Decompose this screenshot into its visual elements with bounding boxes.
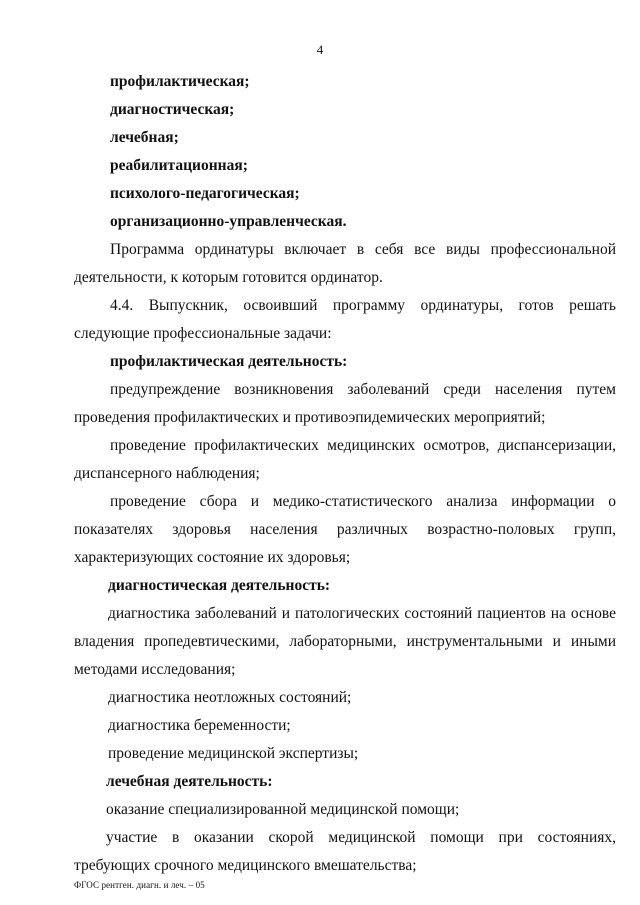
- diagnostic-item: диагностика беременности;: [108, 717, 291, 734]
- preventive-item: проведение профилактических медицинских осмотров, диспансеризации, диспансерного наблюдения;: [74, 437, 616, 482]
- activity-type: организационно-управленческая.: [110, 213, 347, 230]
- diagnostic-item: диагностика заболеваний и патологических состояний пациентов на основе владения пропедевтическими, лабораторными, инструментальными и иными методами исследования;: [74, 605, 616, 678]
- diagnostic-heading: диагностическая деятельность:: [108, 577, 331, 594]
- preventive-heading: профилактическая деятельность:: [110, 353, 348, 370]
- treatment-item: участие в оказании скорой медицинской помощи при состояниях, требующих срочного медицинского вмешательства;: [74, 829, 616, 874]
- activity-type: диагностическая;: [110, 101, 235, 118]
- diagnostic-item: проведение медицинской экспертизы;: [108, 745, 359, 762]
- activity-type: лечебная;: [110, 129, 179, 146]
- document-body: [74, 68, 616, 880]
- section-4-4: 4.4. Выпускник, освоивший программу ординатуры, готов решать следующие профессиональные задачи:: [74, 297, 616, 342]
- activity-type: профилактическая;: [110, 73, 250, 90]
- activity-type: реабилитационная;: [110, 157, 248, 174]
- preventive-item: предупреждение возникновения заболеваний среди населения путем проведения профилактических и противоэпидемических мероприятий;: [74, 381, 616, 426]
- treatment-item: оказание специализированной медицинской помощи;: [106, 801, 460, 818]
- page-number: 4: [316, 42, 324, 57]
- diagnostic-item: диагностика неотложных состояний;: [108, 689, 352, 706]
- preventive-item: проведение сбора и медико-статистического анализа информации о показателях здоровья населения различных возрастно-половых групп, характеризующих состояние их здоровья;: [74, 493, 616, 566]
- footer-code: ФГОС рентген. диагн. и леч. – 05: [74, 880, 205, 890]
- program-paragraph: Программа ординатуры включает в себя все виды профессиональной деятельности, к которым готовится ординатор.: [74, 241, 616, 286]
- treatment-heading: лечебная деятельность:: [106, 773, 273, 790]
- activity-type: психолого-педагогическая;: [110, 185, 300, 202]
